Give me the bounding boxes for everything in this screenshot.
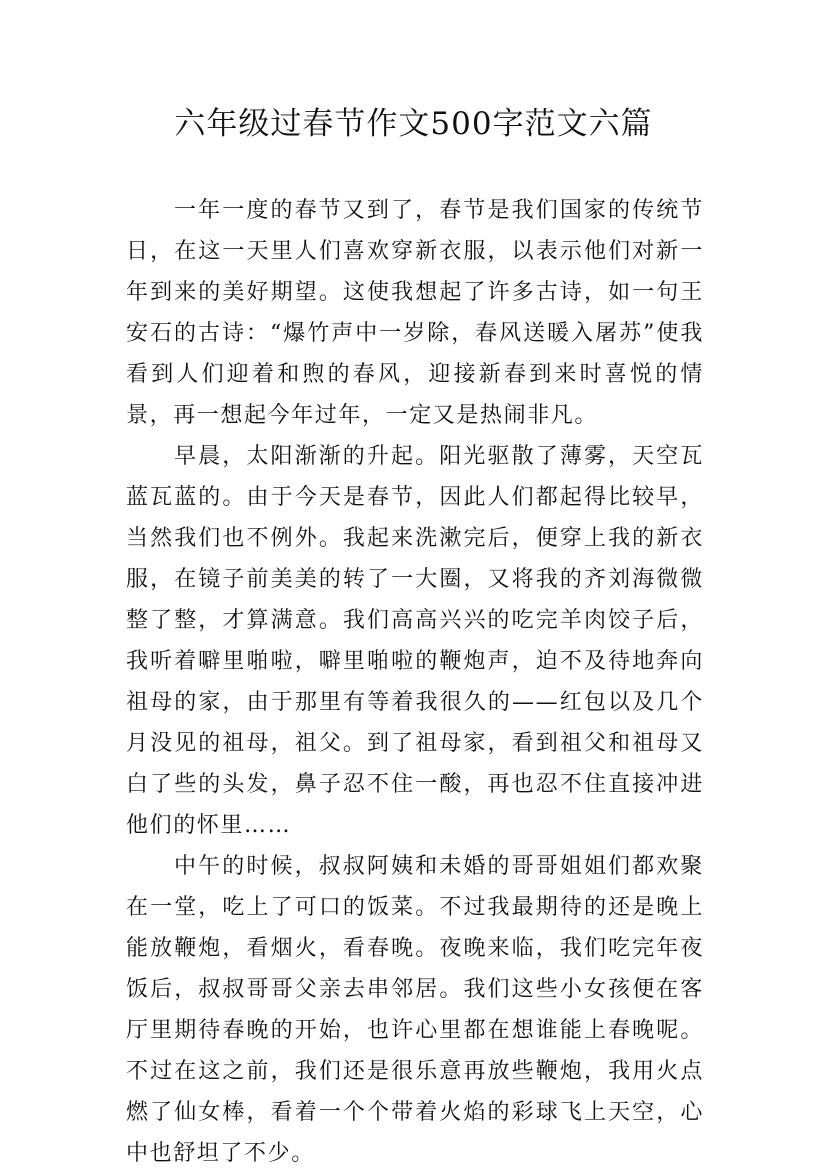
document-title: 六年级过春节作文500字范文六篇: [174, 106, 653, 142]
document-body: [126, 190, 704, 1174]
paragraph-2: 早晨，太阳渐渐的升起。阳光驱散了薄雾，天空瓦蓝瓦蓝的。由于今天是春节，因此人们都起得比较早，当然我们也不例外。我起来洗漱完后，便穿上我的新衣服，在镜子前美美的转了一大圈，又将我的齐刘海微微整了整，才算满意。我们高高兴兴的吃完羊肉饺子后，我听着噼里啪啦，噼里啪啦的鞭炮声，迫不及待地奔向祖母的家，由于那里有等着我很久的——红包以及几个月没见的祖母，祖父。到了祖母家，看到祖父和祖母又白了些的头发，鼻子忍不住一酸，再也忍不住直接冲进他们的怀里……: [126, 444, 704, 838]
paragraph-3: 中午的时候，叔叔阿姨和未婚的哥哥姐姐们都欢聚在一堂，吃上了可口的饭菜。不过我最期待的还是晚上能放鞭炮，看烟火，看春晚。夜晚来临，我们吃完年夜饭后，叔叔哥哥父亲去串邻居。我们这些小女孩便在客厅里期待春晚的开始，也许心里都在想谁能上春晚呢。不过在这之前，我们还是很乐意再放些鞭炮，我用火点燃了仙女棒，看着一个个带着火焰的彩球飞上天空，心中也舒坦了不少。: [126, 854, 704, 1166]
paragraph-1: 一年一度的春节又到了，春节是我们国家的传统节日，在这一天里人们喜欢穿新衣服，以表示他们对新一年到来的美好期望。这使我想起了许多古诗，如一句王安石的古诗：“爆竹声中一岁除，春风送暖入屠苏”使我看到人们迎着和煦的春风，迎接新春到来时喜悦的情景，再一想起今年过年，一定又是热闹非凡。: [126, 198, 704, 428]
